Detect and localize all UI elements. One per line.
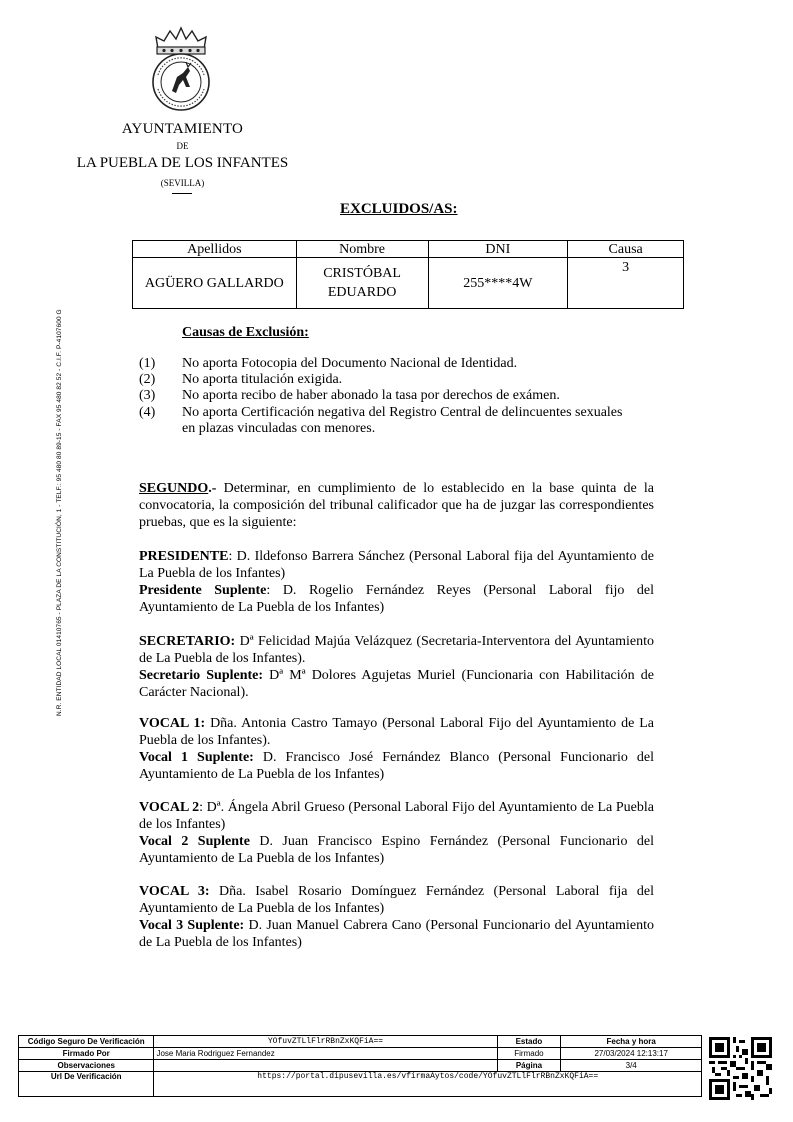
presidente-label: PRESIDENTE	[139, 549, 229, 564]
firmado-label: Firmado Por	[19, 1048, 154, 1060]
municipal-crest-logo	[150, 25, 212, 113]
header-municipality: LA PUEBLA DE LOS INFANTES	[76, 155, 289, 171]
cell-nombre-line2: EDUARDO	[327, 285, 397, 300]
csv-value: YOfuvZTLlFlrRBnZxKQFiA==	[154, 1036, 497, 1048]
cell-dni: 255****4W	[428, 258, 568, 309]
cause-number: (3)	[139, 388, 156, 403]
vocal3-suplente-text: D. Juan Manuel Cabrera Cano (Personal Funcionario del Ayuntamiento de La Puebla de los Infantes)	[139, 918, 654, 950]
col-header-apellidos: Apellidos	[133, 241, 297, 258]
cause-number: (2)	[139, 372, 156, 387]
fecha-value: 27/03/2024 12:13:17	[561, 1048, 702, 1060]
vocal1-suplente-label: Vocal 1 Suplente:	[139, 750, 254, 765]
observaciones-value	[154, 1060, 497, 1072]
qr-code[interactable]	[709, 1037, 772, 1100]
vocal3-label: VOCAL 3:	[139, 884, 210, 899]
vocal1-text: Dña. Antonia Castro Tamayo (Personal Laboral Fijo del Ayuntamiento de La Puebla de los Infantes).	[139, 716, 654, 748]
presidente-paragraph	[139, 548, 654, 616]
vocal2-suplente-text: D. Juan Francisco Espino Fernández (Personal Funcionario del Ayuntamiento de La Puebla de los Infantes)	[139, 834, 654, 866]
secretario-label: SECRETARIO:	[139, 634, 236, 649]
csv-label: Código Seguro De Verificación	[19, 1036, 154, 1048]
segundo-text: Determinar, en cumplimiento de lo establecido en la base quinta de la convocatoria, la composición del tribunal calificador que ha de juzgar las correspondientes pruebas, que es la siguiente:	[139, 481, 654, 530]
col-header-nombre: Nombre	[296, 241, 428, 258]
table-row	[133, 258, 684, 309]
signature-verification-table	[18, 1035, 702, 1097]
observaciones-label: Observaciones	[19, 1060, 154, 1072]
estado-value: Firmado	[497, 1048, 561, 1060]
vocal1-label: VOCAL 1:	[139, 716, 206, 731]
segundo-separator: .-	[208, 481, 217, 496]
cause-number: (4)	[139, 405, 156, 420]
firmado-value: Jose Maria Rodriguez Fernandez	[154, 1048, 497, 1060]
cell-causa: 3	[568, 258, 684, 309]
excluded-title: EXCLUIDOS/AS:	[340, 201, 458, 217]
pagina-value: 3/4	[561, 1060, 702, 1072]
header-ayuntamiento: AYUNTAMIENTO	[121, 121, 244, 137]
vocal2-label: VOCAL 2	[139, 800, 200, 815]
presidente-suplente-text: : D. Rogelio Fernández Reyes (Personal Laboral fijo del Ayuntamiento de La Puebla de los Infantes)	[139, 583, 654, 615]
secretario-suplente-label: Secretario Suplente:	[139, 668, 264, 683]
cause-text-continued: en plazas vinculadas con menores.	[182, 421, 376, 436]
secretario-suplente-text: Dª Mª Dolores Agujetas Muriel (Funcionaria con Habilitación de Carácter Nacional).	[139, 668, 654, 700]
causes-title: Causas de Exclusión:	[182, 325, 309, 340]
header-divider	[172, 193, 192, 194]
cause-text: No aporta titulación exigida.	[182, 372, 343, 387]
fecha-label: Fecha y hora	[561, 1036, 702, 1048]
cell-apellidos: AGÜERO GALLARDO	[133, 258, 297, 309]
segundo-label: SEGUNDO	[139, 481, 209, 496]
url-label: Url De Verificación	[19, 1072, 154, 1097]
vocal1-paragraph	[139, 715, 654, 783]
col-header-causa: Causa	[568, 241, 684, 258]
presidente-suplente-label: Presidente Suplente	[139, 583, 267, 598]
vocal3-text: Dña. Isabel Rosario Domínguez Fernández (Personal Laboral fija del Ayuntamiento de La Puebla de los Infantes)	[139, 884, 654, 916]
secretario-paragraph	[139, 633, 654, 701]
cell-nombre	[296, 258, 428, 309]
cause-text: No aporta Certificación negativa del Registro Central de delincuentes sexuales	[182, 405, 623, 420]
vocal1-suplente-text: D. Francisco José Fernández Blanco (Personal Funcionario del Ayuntamiento de La Puebla de los Infantes)	[139, 750, 654, 782]
estado-label: Estado	[497, 1036, 561, 1048]
cause-text: No aporta recibo de haber abonado la tasa por derechos de exámen.	[182, 388, 560, 403]
cause-number: (1)	[139, 356, 156, 371]
pagina-label: Página	[497, 1060, 561, 1072]
vocal2-paragraph	[139, 799, 654, 867]
col-header-dni: DNI	[428, 241, 568, 258]
presidente-text: : D. Ildefonso Barrera Sánchez (Personal Laboral fija del Ayuntamiento de La Puebla de los Infantes)	[139, 549, 654, 581]
segundo-paragraph	[139, 480, 654, 531]
header-province: (SEVILLA)	[160, 178, 205, 188]
cell-nombre-line1: CRISTÓBAL	[323, 266, 401, 281]
vocal2-text: : Dª. Ángela Abril Grueso (Personal Laboral Fijo del Ayuntamiento de La Puebla de los Infantes)	[139, 800, 655, 832]
vocal3-suplente-label: Vocal 3 Suplente:	[139, 918, 245, 933]
verification-url[interactable]: https://portal.dipusevilla.es/vfirmaAytos/code/YOfuvZTLlFlrRBnZxKQFiA==	[154, 1072, 702, 1097]
header-de: DE	[176, 141, 189, 151]
excluded-table	[132, 240, 684, 309]
vocal2-suplente-label: Vocal 2 Suplente	[139, 834, 250, 849]
vocal3-paragraph	[139, 883, 654, 951]
side-legal-text: N.R. ENTIDAD LOCAL 01410765 - PLAZA DE LA CONSTITUCIÓN, 1 - TELF.: 95 480 80 89-15 - FAX 95 480 82 52 - C.I.F. P-4107600 G	[56, 309, 63, 716]
secretario-text: Dª Felicidad Majúa Velázquez (Secretaria-Interventora del Ayuntamiento de La Puebla de los Infantes).	[139, 634, 654, 666]
cause-text: No aporta Fotocopia del Documento Nacional de Identidad.	[182, 356, 518, 371]
